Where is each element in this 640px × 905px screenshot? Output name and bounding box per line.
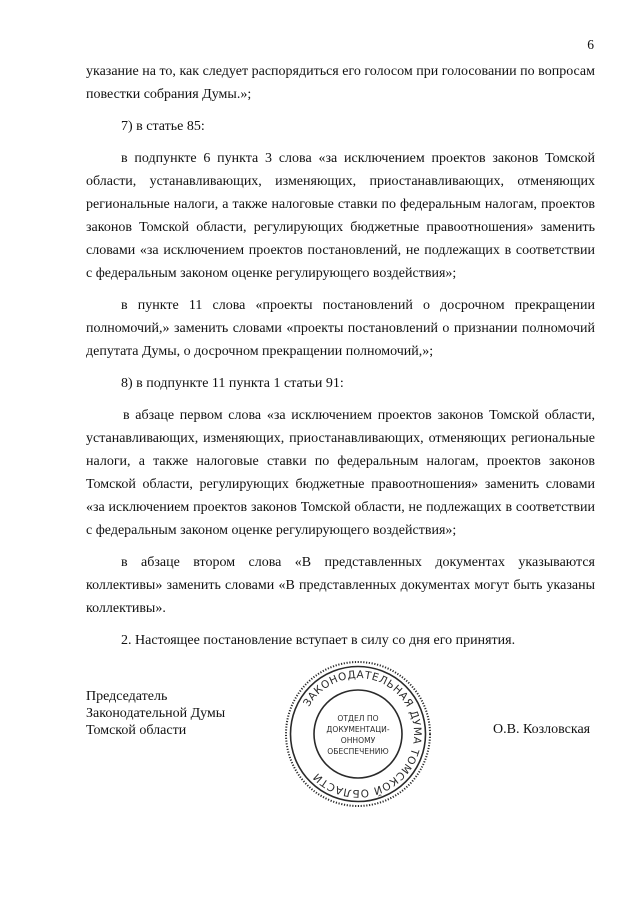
signatory-title: [86, 688, 225, 739]
seal-inner-ring: [314, 690, 402, 778]
paragraph-first-abzac: в абзаце первом слова «за исключением проектов законов Томской области, устанавливающих, изменяющих, приостанавливающих, отменяющих региональные налоги, а также налоговые ставки по федеральным налогам, проектов законов Томской области, регулирующих бюджетные правоотношения» заменить словами «за исключением проектов законов Томской области, не подлежащих в соответствии с федеральным законом оценке регулирующего воздействия»;: [86, 408, 595, 538]
page-number: 6: [587, 37, 594, 52]
paragraph-item-7: 7) в статье 85:: [121, 119, 205, 134]
paragraph-subpoint-6: в подпункте 6 пункта 3 слова «за исключением проектов законов Томской области, устанавливающих, изменяющих, приостанавливающих, отменяющих региональные налоги, а также налоговые ставки по федеральным налогам, проектов законов Томской области, регулирующих бюджетные правоотношения» заменить словами «за исключением проектов постановлений, не подлежащих в соответствии с федеральным законом оценке регулирующего воздействия»;: [86, 151, 595, 281]
seal-middle-ring: [291, 667, 426, 802]
signatory-name: О.В. Козловская: [493, 722, 591, 737]
paragraph-point-11: в пункте 11 слова «проекты постановлений о досрочном прекращении полномочий,» заменить словами «проекты постановлений о признании полномочий депутата Думы, о досрочном прекращении полномочий,»;: [86, 298, 595, 359]
document-body: [86, 60, 595, 661]
paragraph-second-abzac: в абзаце втором слова «В представленных документах указываются коллективы» заменить словами «В представленных документах могут быть указаны коллективы».: [86, 555, 595, 616]
paragraph-effective-date: 2. Настоящее постановление вступает в силу со дня его принятия.: [121, 633, 516, 648]
seal-outer-ring: [286, 662, 430, 806]
official-seal: [283, 659, 433, 809]
signatory-title-line: Томской области: [86, 723, 187, 738]
seal-center-line: ОБЕСПЕЧЕНИЮ: [327, 747, 389, 756]
seal-ring-text: ЗАКОНОДАТЕЛЬНАЯ ДУМА ТОМСКОЙ ОБЛАСТИ: [301, 668, 424, 800]
seal-center-text: [326, 714, 389, 756]
paragraph-item-8: 8) в подпункте 11 пункта 1 статьи 91:: [121, 376, 344, 391]
paragraph-continuation: указание на то, как следует распорядиться его голосом при голосовании по вопросам повестки собрания Думы.»;: [86, 64, 595, 102]
seal-center-line: ОННОМУ: [340, 736, 376, 745]
seal-center-line: ОТДЕЛ ПО: [337, 714, 379, 723]
seal-center-line: ДОКУМЕНТАЦИ-: [326, 725, 390, 734]
signatory-title-line: Председатель: [86, 689, 168, 704]
signatory-title-line: Законодательной Думы: [86, 706, 226, 721]
